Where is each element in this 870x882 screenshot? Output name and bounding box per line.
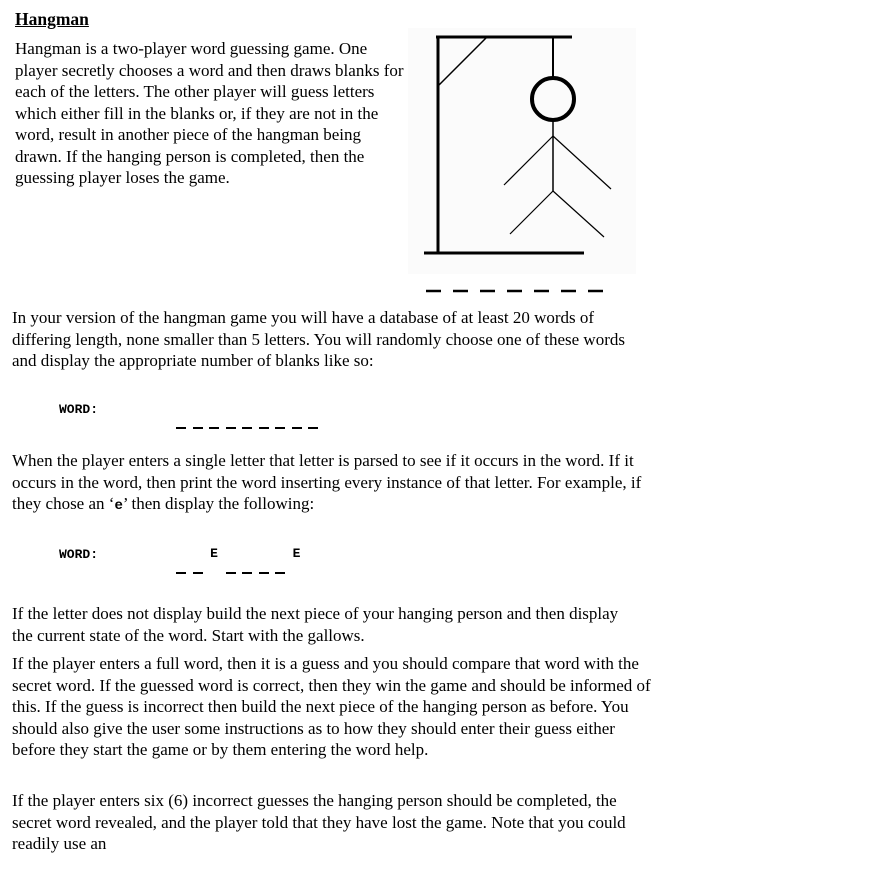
letter-slot <box>209 546 219 574</box>
letter-slot <box>226 558 236 574</box>
letter-slot <box>176 558 186 574</box>
intro-paragraph: Hangman is a two-player word guessing game. One player secretly chooses a word and then draws blanks for each of the letters. The other player will guess letters which either fill in the blanks or, if they are not in the word, result in another piece of the hangman being drawn. If the hanging person is completed, then the guessing player loses the game. <box>15 39 404 187</box>
letter-slot <box>226 413 236 429</box>
letter-slot <box>292 413 302 429</box>
example-letter: e <box>114 498 123 514</box>
letter-slot <box>242 558 252 574</box>
enter-text-after: ’ then display the following: <box>122 494 315 513</box>
hangman-gallows-icon <box>408 28 638 300</box>
word-label: WORD: <box>59 402 99 417</box>
letter-slot <box>242 413 252 429</box>
letter-slot <box>259 413 269 429</box>
page-title: Hangman <box>15 9 89 29</box>
letter-slot <box>308 413 318 429</box>
word-label: WORD: <box>59 547 99 562</box>
letter-slot <box>176 413 186 429</box>
letter-slot <box>259 558 269 574</box>
letter-slot <box>209 413 219 429</box>
no-display-paragraph: If the letter does not display build the next piece of your hanging person and then display the current state of the word. Start with the gallows. <box>12 604 619 645</box>
word-slots <box>176 413 325 433</box>
letter-slot <box>292 546 302 574</box>
full-word-paragraph: If the player enters a full word, then it is a guess and you should compare that word with the secret word. If the guessed word is correct, then they win the game and should be informed of this. If the guess is incorrect then build the next piece of the hanging person as before. You should also give the user some instructions as to how they should enter their guess either before they start the game or by them entering the word help. <box>12 654 651 759</box>
enter-text-before: When the player enters a single letter that letter is parsed to see if it occurs in the word. If it occurs in the word, then print the word inserting every instance of that letter. For example, if they chose an ‘ <box>12 451 642 513</box>
letter-slot <box>275 558 285 574</box>
six-guesses-paragraph: If the player enters six (6) incorrect guesses the hanging person should be completed, the secret word revealed, and the player told that they have lost the game. Note that you could readily use an <box>12 791 626 853</box>
version-paragraph: In your version of the hangman game you will have a database of at least 20 words of differing length, none smaller than 5 letters. You will randomly choose one of these words and display the appropriate number of blanks like so: <box>12 308 625 370</box>
letter-slot <box>193 558 203 574</box>
letter-slot <box>275 413 285 429</box>
letter-slot <box>193 413 203 429</box>
slot-letter: E <box>210 546 218 561</box>
slot-letter: E <box>292 546 301 561</box>
enter-letter-paragraph <box>12 450 642 518</box>
word-example-e <box>59 546 301 562</box>
word-example-blank <box>59 402 98 417</box>
word-slots <box>176 546 308 578</box>
